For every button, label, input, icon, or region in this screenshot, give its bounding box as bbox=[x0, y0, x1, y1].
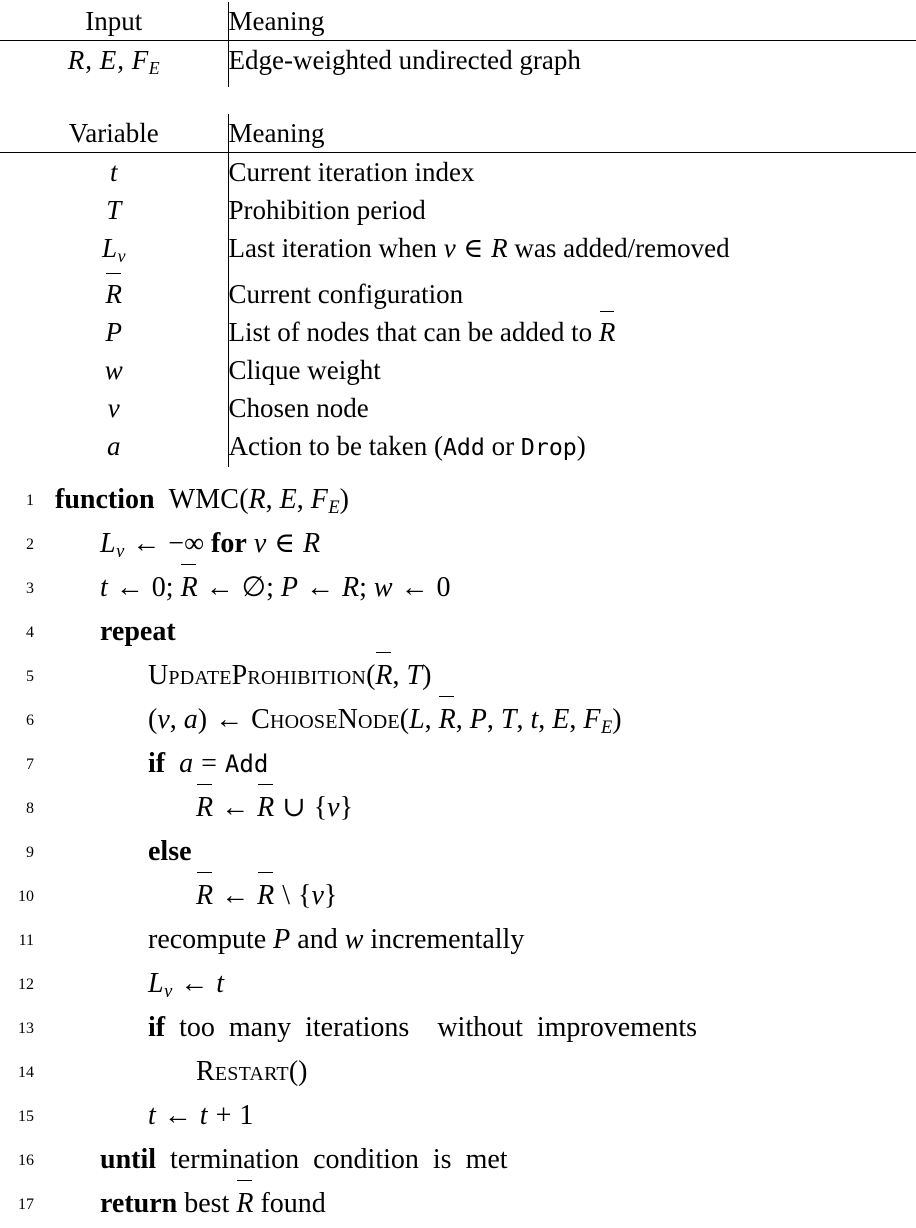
variable-meaning-cell: Current iteration index bbox=[228, 157, 475, 187]
keyword-function: function bbox=[55, 484, 155, 515]
line-number: 1 bbox=[26, 492, 34, 509]
variable-symbol-cell: P bbox=[0, 313, 228, 351]
word-many: many bbox=[228, 1012, 292, 1043]
word-best: best bbox=[184, 1188, 230, 1219]
line-code: Restart() bbox=[196, 1056, 308, 1087]
table-row bbox=[0, 191, 916, 229]
table-row bbox=[0, 41, 916, 87]
input-header-right: Meaning bbox=[228, 6, 325, 36]
variable-meaning-cell: Last iteration when v ∈ R was added/removed bbox=[228, 233, 730, 263]
word-met: met bbox=[465, 1144, 508, 1175]
algorithm-line bbox=[0, 698, 916, 742]
line-code: $L_v$ ← −∞ for v ∈ R bbox=[100, 528, 321, 562]
table-row bbox=[0, 389, 916, 427]
line-code bbox=[0, 610, 176, 654]
keyword-return: return bbox=[100, 1188, 178, 1219]
line-number: 13 bbox=[18, 1020, 34, 1037]
line-code bbox=[0, 1138, 508, 1182]
variable-symbol-cell: $L_v$ bbox=[0, 229, 228, 275]
line-number: 14 bbox=[18, 1064, 34, 1081]
word-too: too bbox=[179, 1012, 215, 1043]
line-code: UpdateProhibition(R, T) bbox=[0, 654, 431, 698]
line-code bbox=[0, 830, 192, 874]
word-is: is bbox=[432, 1144, 452, 1175]
keyword-if: if bbox=[148, 1012, 166, 1043]
line-number: 17 bbox=[18, 1196, 34, 1213]
proc-update-prohibition: UpdateProhibition bbox=[148, 660, 367, 691]
table-header-row bbox=[0, 114, 916, 153]
line-code: t ← t + 1 bbox=[148, 1100, 254, 1131]
input-definition-table-wrapper bbox=[0, 2, 916, 87]
algorithm-line bbox=[0, 1006, 916, 1050]
variable-meaning-cell: Action to be taken (Add or Drop) bbox=[228, 430, 586, 461]
algorithm-line bbox=[0, 522, 916, 566]
variable-definition-table bbox=[0, 114, 916, 467]
input-meaning-cell: Edge-weighted undirected graph bbox=[228, 45, 581, 75]
table-header-row bbox=[0, 2, 916, 41]
line-number: 15 bbox=[18, 1108, 34, 1125]
table-row bbox=[0, 313, 916, 351]
input-symbol-cell: R, E, $F_E$ bbox=[0, 41, 228, 87]
line-code: R ← R ∪ {v} bbox=[0, 786, 353, 830]
line-code bbox=[0, 1006, 697, 1050]
variable-meaning-cell: List of nodes that can be added to R bbox=[228, 313, 916, 351]
algorithm-line bbox=[0, 654, 916, 698]
variable-symbol-cell: v bbox=[0, 389, 228, 427]
line-code: if a = Add bbox=[148, 748, 269, 779]
line-number: 3 bbox=[26, 580, 34, 597]
algorithm-line bbox=[0, 610, 916, 654]
line-code: R ← R \ {v} bbox=[0, 874, 337, 918]
line-number: 7 bbox=[26, 756, 34, 773]
drop-literal: Drop bbox=[520, 433, 577, 461]
variable-meaning-cell: Clique weight bbox=[228, 354, 381, 385]
word-termination: termination bbox=[170, 1144, 300, 1175]
algorithm-line bbox=[0, 874, 916, 918]
algorithm-line bbox=[0, 1182, 916, 1226]
variable-header-left: Variable bbox=[0, 114, 228, 153]
proc-wmc: WMC bbox=[168, 484, 240, 515]
word-iterations: iterations bbox=[305, 1012, 410, 1043]
word-improvements: improvements bbox=[536, 1012, 698, 1043]
keyword-else: else bbox=[148, 836, 192, 867]
keyword-if: if bbox=[148, 748, 166, 779]
algorithm-line bbox=[0, 1050, 916, 1094]
proc-restart: Restart bbox=[196, 1056, 289, 1087]
line-code: $L_v$ ← t bbox=[148, 968, 225, 1002]
table-row bbox=[0, 229, 916, 275]
table-row bbox=[0, 351, 916, 389]
variable-symbol-cell: t bbox=[0, 153, 228, 191]
variable-meaning-cell: Chosen node bbox=[228, 392, 369, 423]
table-row bbox=[0, 275, 916, 313]
word-found: found bbox=[260, 1188, 326, 1219]
line-code: function WMC(R, E, $F_E$) bbox=[55, 484, 349, 518]
line-number: 2 bbox=[26, 536, 34, 553]
algorithm-line bbox=[0, 742, 916, 786]
word-without: without bbox=[437, 1012, 523, 1043]
algorithm-line bbox=[0, 786, 916, 830]
line-number: 8 bbox=[26, 800, 34, 817]
line-code: return best R found bbox=[0, 1182, 326, 1226]
table-row bbox=[0, 153, 916, 191]
line-number: 6 bbox=[26, 712, 34, 729]
keyword-for: for bbox=[211, 528, 247, 559]
algorithm-line bbox=[0, 1094, 916, 1138]
variable-definition-table-wrapper bbox=[0, 114, 916, 467]
word-condition: condition bbox=[313, 1144, 419, 1175]
incrementally-word: incrementally bbox=[370, 924, 525, 955]
and-word: and bbox=[297, 924, 338, 955]
line-code: t ← 0; R ← ∅; P ← R; w ← 0 bbox=[0, 566, 451, 610]
algorithm-body bbox=[0, 478, 916, 1226]
line-number: 5 bbox=[26, 668, 34, 685]
variable-symbol-cell: T bbox=[0, 191, 228, 229]
variable-symbol-cell: a bbox=[0, 427, 228, 467]
recompute-word: recompute bbox=[148, 924, 267, 955]
table-row bbox=[0, 427, 916, 467]
input-definition-table bbox=[0, 2, 916, 87]
algorithm-line bbox=[0, 962, 916, 1006]
keyword-repeat: repeat bbox=[100, 616, 176, 647]
variable-meaning-cell: Current configuration bbox=[228, 278, 464, 309]
algorithm-line bbox=[0, 478, 916, 522]
line-number: 16 bbox=[18, 1152, 34, 1169]
algorithm-line bbox=[0, 918, 916, 962]
line-code: recompute P and w incrementally bbox=[148, 924, 525, 955]
proc-choose-node: ChooseNode bbox=[251, 704, 400, 735]
variable-symbol-cell: R bbox=[0, 275, 228, 313]
line-number: 11 bbox=[18, 932, 34, 949]
variable-symbol-cell: w bbox=[0, 351, 228, 389]
line-number: 9 bbox=[26, 844, 34, 861]
line-number: 12 bbox=[18, 976, 34, 993]
input-header-left: Input bbox=[0, 2, 228, 41]
keyword-until: until bbox=[100, 1144, 157, 1175]
algorithm-line bbox=[0, 830, 916, 874]
line-number: 4 bbox=[26, 624, 34, 641]
variable-meaning-cell: Prohibition period bbox=[228, 195, 426, 225]
add-literal: Add bbox=[442, 433, 485, 461]
algorithm-line bbox=[0, 1138, 916, 1182]
variable-header-right: Meaning bbox=[228, 118, 325, 148]
line-number: 10 bbox=[18, 888, 34, 905]
add-literal: Add bbox=[224, 750, 269, 778]
algorithm-line bbox=[0, 566, 916, 610]
line-code: (v, a) ← ChooseNode(L, R, P, T, t, E, $F_E$) bbox=[0, 698, 622, 749]
